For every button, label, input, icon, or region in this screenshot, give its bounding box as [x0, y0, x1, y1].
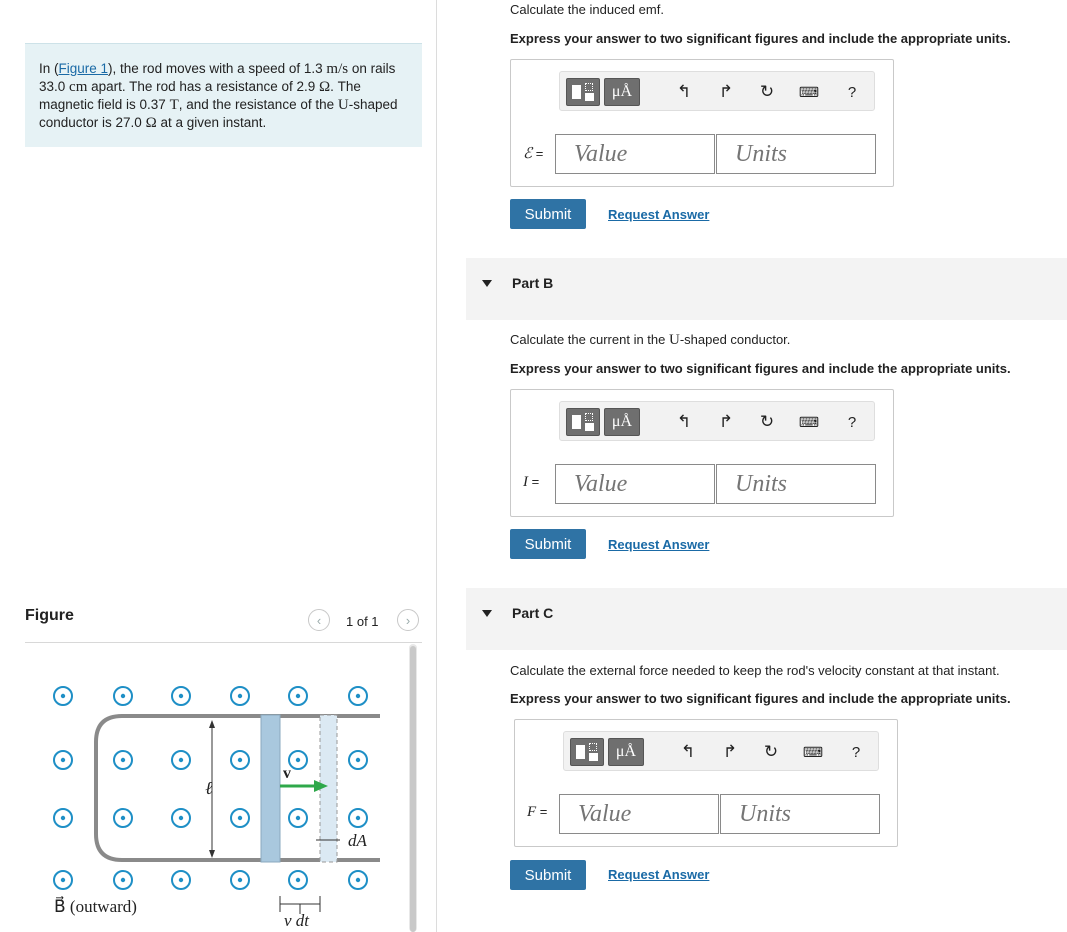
field-dot-center: [356, 816, 360, 820]
templates-button[interactable]: [566, 408, 600, 436]
chevron-left-icon: ‹: [316, 612, 322, 628]
units-button[interactable]: μÅ: [604, 78, 640, 106]
part-a-units-input[interactable]: [716, 134, 876, 174]
part-b-value-input[interactable]: [555, 464, 715, 504]
field-dot-center: [179, 878, 183, 882]
part-c-answer-box: [514, 719, 898, 847]
part-c-request-answer[interactable]: Request Answer: [608, 867, 710, 882]
figure-title: Figure: [25, 607, 74, 624]
label-B-outward: B⃗ (outward): [54, 897, 137, 916]
field-dot-center: [179, 694, 183, 698]
label-dA: dA: [348, 831, 367, 850]
figure-pager-count: 1 of 1: [346, 614, 379, 629]
reset-icon[interactable]: ↻: [763, 742, 779, 761]
problem-text: In (: [39, 61, 59, 76]
field-dot-center: [356, 694, 360, 698]
part-a-instruction: Express your answer to two significant figures and include the appropriate units.: [510, 31, 1011, 46]
part-c-toolbar: [563, 731, 879, 771]
field-dot-center: [238, 816, 242, 820]
part-b-instruction: Express your answer to two significant figures and include the appropriate units.: [510, 361, 1011, 376]
figure-diagram: [40, 668, 390, 932]
part-c-symbol: F =: [527, 804, 548, 820]
field-dot-center: [238, 758, 242, 762]
part-b-label: Part B: [512, 275, 554, 291]
field-dot-center: [238, 694, 242, 698]
problem-text: -shaped conductor is 27.0: [39, 97, 398, 130]
help-button[interactable]: ?: [847, 413, 857, 431]
field-dot-center: [296, 694, 300, 698]
part-c-instruction: Express your answer to two significant figures and include the appropriate units.: [510, 691, 1011, 706]
redo-icon[interactable]: ↱: [718, 412, 734, 431]
units-button[interactable]: μÅ: [604, 408, 640, 436]
keyboard-icon[interactable]: ⌨: [798, 83, 820, 100]
keyboard-icon[interactable]: ⌨: [798, 413, 820, 430]
ohm-unit: Ω: [319, 79, 331, 95]
problem-text: , and the resistance of the: [178, 97, 338, 112]
keyboard-icon[interactable]: ⌨: [802, 743, 824, 760]
templates-button[interactable]: [570, 738, 604, 766]
field-dot-center: [61, 878, 65, 882]
templates-icon: [572, 85, 581, 99]
field-dot-center: [121, 694, 125, 698]
undo-icon[interactable]: ↰: [676, 82, 692, 101]
templates-icon: [572, 415, 581, 429]
field-dot-center: [179, 758, 183, 762]
tesla-unit: T: [169, 97, 179, 113]
part-c-question: Calculate the external force needed to keep the rod's velocity constant at that instant.: [510, 663, 1000, 678]
units-button[interactable]: μÅ: [608, 738, 644, 766]
redo-icon[interactable]: ↱: [718, 82, 734, 101]
help-button[interactable]: ?: [847, 83, 857, 101]
column-divider: [436, 0, 437, 932]
field-dot-center: [121, 816, 125, 820]
reset-icon[interactable]: ↻: [759, 82, 775, 101]
field-dot-center: [61, 816, 65, 820]
length-arrow-up-icon: [209, 720, 215, 728]
u-letter: U: [337, 97, 349, 113]
field-dot-center: [238, 878, 242, 882]
problem-text: on rails 33.0: [39, 61, 396, 94]
part-b-request-answer[interactable]: Request Answer: [608, 537, 710, 552]
problem-text: . The magnetic field is 0.37: [39, 79, 361, 112]
speed-unit: m/s: [326, 61, 349, 77]
field-dot-center: [61, 758, 65, 762]
collapse-triangle-icon: [482, 610, 492, 617]
part-c-units-input[interactable]: [720, 794, 880, 834]
part-b-question: Calculate the current in the U-shaped conductor.: [510, 332, 791, 348]
figure-prev-button[interactable]: [308, 609, 330, 631]
part-a-answer-box: [510, 59, 894, 187]
problem-text: at a given instant.: [156, 115, 267, 130]
problem-text: apart. The rod has a resistance of 2.9: [87, 79, 319, 94]
part-a-question: Calculate the induced emf.: [510, 2, 664, 17]
part-b-toolbar: [559, 401, 875, 441]
part-a-submit-button[interactable]: Submit: [510, 199, 586, 229]
label-vdt: v dt: [284, 911, 310, 930]
undo-icon[interactable]: ↰: [680, 742, 696, 761]
label-v: v⃗: [283, 765, 304, 782]
templates-icon: [576, 745, 585, 759]
part-c-header[interactable]: [466, 588, 1067, 650]
part-a-symbol: ℰ =: [523, 146, 544, 162]
undo-icon[interactable]: ↰: [676, 412, 692, 431]
chevron-right-icon: ›: [405, 612, 411, 628]
problem-statement: [25, 43, 422, 147]
problem-text: ), the rod moves with a speed of 1.3: [108, 61, 327, 76]
part-c-value-input[interactable]: [559, 794, 719, 834]
field-dot-center: [121, 878, 125, 882]
part-b-header[interactable]: [466, 258, 1067, 320]
figure-divider: [25, 642, 422, 643]
part-b-units-input[interactable]: [716, 464, 876, 504]
field-dot-center: [356, 878, 360, 882]
templates-button[interactable]: [566, 78, 600, 106]
part-a-value-input[interactable]: [555, 134, 715, 174]
field-dot-center: [179, 816, 183, 820]
field-dot-center: [296, 816, 300, 820]
figure-link[interactable]: Figure 1: [58, 61, 109, 76]
figure-scrollbar-thumb[interactable]: [410, 646, 416, 932]
figure-next-button[interactable]: [397, 609, 419, 631]
ohm-unit: Ω: [145, 115, 157, 131]
part-a-toolbar: [559, 71, 875, 111]
field-dot-center: [356, 758, 360, 762]
field-dot-center: [296, 878, 300, 882]
length-arrow-down-icon: [209, 850, 215, 858]
part-b-answer-box: [510, 389, 894, 517]
part-c-submit-button[interactable]: Submit: [510, 860, 586, 890]
label-l: ℓ: [205, 778, 213, 798]
field-dot-center: [61, 694, 65, 698]
collapse-triangle-icon: [482, 280, 492, 287]
part-b-submit-button[interactable]: Submit: [510, 529, 586, 559]
rod: [261, 715, 280, 862]
field-dot-center: [121, 758, 125, 762]
field-dot-center: [296, 758, 300, 762]
reset-icon[interactable]: ↻: [759, 412, 775, 431]
distance-unit: cm: [69, 79, 88, 95]
help-button[interactable]: ?: [851, 743, 861, 761]
part-b-symbol: I =: [523, 474, 540, 490]
part-c-label: Part C: [512, 605, 554, 621]
redo-icon[interactable]: ↱: [722, 742, 738, 761]
part-a-request-answer[interactable]: Request Answer: [608, 207, 710, 222]
